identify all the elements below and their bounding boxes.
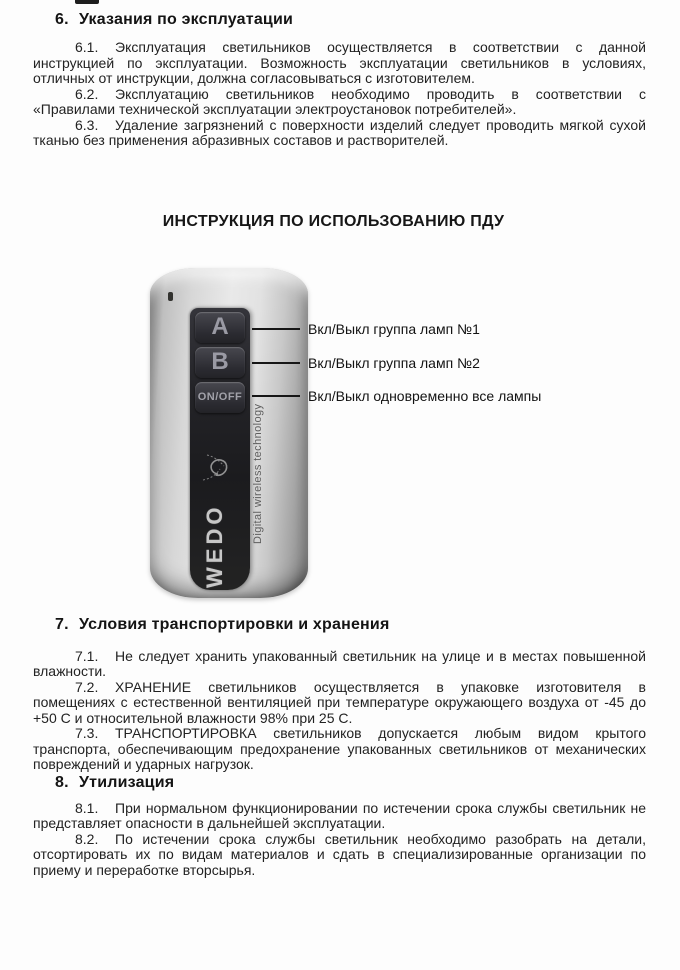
paragraph-7-1 xyxy=(33,649,646,680)
brand-logo: WEDO xyxy=(202,503,227,588)
paragraph-number: 7.2. xyxy=(75,678,99,695)
section-6-heading xyxy=(33,10,646,29)
section-number: 6. xyxy=(55,11,69,28)
paragraph-text: При нормальном функционировании по истечении срока службы светильник не представляет опасности в дальнейшей эксплуатации. xyxy=(33,799,646,831)
section-8-body xyxy=(33,801,646,879)
section-6-body xyxy=(33,40,646,149)
paragraph-number: 8.1. xyxy=(75,799,99,816)
paragraph-7-2 xyxy=(33,680,646,727)
remote-control-photo xyxy=(150,268,308,598)
side-slogan-text: Digital wireless technology xyxy=(252,403,264,544)
paragraph-8-1 xyxy=(33,801,646,832)
paragraph-number: 6.1. xyxy=(75,39,99,55)
paragraph-7-3 xyxy=(33,726,646,773)
paragraph-number: 7.3. xyxy=(75,725,99,741)
figure-heading: ИНСТРУКЦИЯ ПО ИСПОЛЬЗОВАНИЮ ПДУ xyxy=(162,212,505,230)
paragraph-number: 6.3. xyxy=(75,116,99,133)
leader-line-3 xyxy=(252,395,300,397)
section-7-body xyxy=(33,649,646,773)
paragraph-6-1 xyxy=(33,40,646,87)
paragraph-text: ТРАНСПОРТИРОВКА светильников допускается любым видом крытого транспорта, обеспечивающим предохранение упакованных светильников от механических повреждений и ударных нагрузок. xyxy=(33,725,646,772)
figure-label-2: Вкл/Выкл группа ламп №2 xyxy=(308,354,480,371)
section-title: Указания по эксплуатации xyxy=(79,11,294,28)
paragraph-text: По истечении срока службы светильник необходимо разобрать на детали, отсортировать их по видам материалов и сдать в специализированные организации по приему и переработке вторсырья. xyxy=(33,830,646,878)
paragraph-number: 8.2. xyxy=(75,830,99,847)
figure-label-1: Вкл/Выкл группа ламп №1 xyxy=(308,320,480,337)
leader-line-2 xyxy=(252,362,300,364)
remote-button-panel xyxy=(190,308,250,590)
figure-label-3: Вкл/Выкл одновременно все лампы xyxy=(308,387,542,404)
leader-line-1 xyxy=(252,328,300,330)
ir-led-icon xyxy=(168,292,173,301)
paragraph-number: 6.2. xyxy=(75,85,99,102)
paragraph-text: Удаление загрязнений с поверхности изделий следует проводить мягкой сухой тканью без применения абразивных составов и растворителей. xyxy=(33,116,646,148)
remote-figure xyxy=(33,265,646,615)
section-number: 8. xyxy=(55,773,69,791)
paragraph-6-3 xyxy=(33,118,646,149)
paragraph-text: ХРАНЕНИЕ светильников осуществляется в упаковке изготовителя в помещениях с естественной вентиляцией при температуре окружающего воздуха от -45 до +50 С и относительной влажности 98% при 25 С. xyxy=(33,678,646,726)
paragraph-text: Не следует хранить упакованный светильник на улице и в местах повышенной влажности. xyxy=(33,647,646,679)
section-number: 7. xyxy=(55,615,69,633)
section-7-heading xyxy=(33,615,646,634)
paragraph-8-2 xyxy=(33,832,646,879)
remote-button-b: B xyxy=(195,347,245,378)
swirl-graphic xyxy=(196,442,240,490)
paragraph-text: Эксплуатация светильников осуществляется в соответствии с данной инструкцией по эксплуатации. Возможность эксплуатации светильников в условиях, отличных от инструкции, должна согласовываться с изготовителем. xyxy=(33,39,646,86)
remote-button-a: A xyxy=(195,312,245,343)
section-title: Условия транспортировки и хранения xyxy=(79,615,390,633)
scan-artifact xyxy=(75,0,99,4)
section-8-heading xyxy=(33,773,646,792)
paragraph-6-2 xyxy=(33,87,646,118)
paragraph-number: 7.1. xyxy=(75,647,99,664)
section-title: Утилизация xyxy=(79,773,175,791)
remote-button-onoff: ON/OFF xyxy=(195,382,245,413)
paragraph-text: Эксплуатацию светильников необходимо проводить в соответствии с «Правилами технической эксплуатации электроустановок потребителей». xyxy=(33,85,646,117)
